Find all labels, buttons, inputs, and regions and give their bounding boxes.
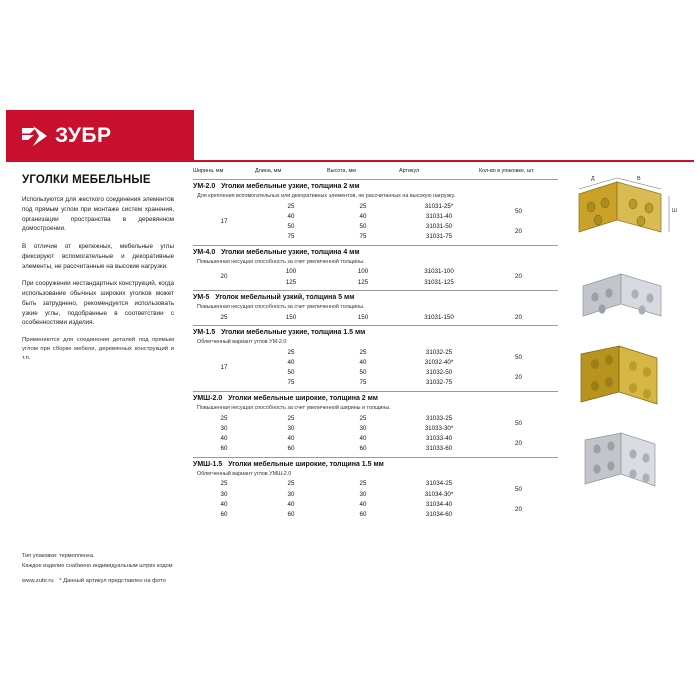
table-group xyxy=(193,179,558,242)
group-name: Уголки мебельные широкие, толщина 1.5 мм xyxy=(228,460,384,468)
cell-article: 31031-100 xyxy=(424,268,454,276)
cell-qty: 20 xyxy=(515,313,522,321)
table-group xyxy=(193,290,558,322)
cell-height: 60 xyxy=(359,445,367,453)
table-group xyxy=(193,325,558,388)
cell-height: 40 xyxy=(359,500,367,508)
header-height: Высота, мм xyxy=(327,168,356,174)
cell-width: 40 xyxy=(220,435,228,443)
group-name: Уголки мебельные узкие, толщина 4 мм xyxy=(221,248,360,256)
cell-length: 75 xyxy=(287,233,295,241)
cell-height: 40 xyxy=(359,435,367,443)
cell-article: 31033-60 xyxy=(425,445,453,453)
group-code: УМ-1.5 xyxy=(193,329,216,337)
cell-width: 25 xyxy=(220,480,228,488)
dim-label-height: Ш xyxy=(672,208,677,214)
cell-height: 75 xyxy=(359,233,367,241)
cell-length: 25 xyxy=(287,202,295,210)
dim-label-length: Д xyxy=(591,176,595,182)
group-note: Повышенная несущая способность за счет увеличенной ширины и толщины. xyxy=(197,405,391,412)
cell-qty: 20 xyxy=(515,374,522,382)
cell-qty: 50 xyxy=(515,207,522,215)
group-title xyxy=(193,245,558,258)
header-blank xyxy=(194,110,694,162)
table-row xyxy=(193,267,558,277)
cell-width: 60 xyxy=(220,445,228,453)
cell-article: 31033-40 xyxy=(425,435,453,443)
cell-length: 40 xyxy=(287,212,295,220)
cell-length: 25 xyxy=(287,480,295,488)
group-title xyxy=(193,179,558,192)
table-group xyxy=(193,391,558,454)
cell-width: 30 xyxy=(220,490,228,498)
photo-narrow-bracket-zinc xyxy=(565,264,689,332)
cell-height: 30 xyxy=(359,424,367,432)
description-paragraph-1: Используются для жесткого соединения элементов под прямым углом при монтаже систем хранения, организации пространства в деревянном домостроении. xyxy=(22,196,174,233)
group-code: УМШ-2.0 xyxy=(193,395,223,403)
table-row xyxy=(193,347,558,357)
photo-wide-bracket-brass xyxy=(565,342,689,420)
cell-article: 31034-60 xyxy=(425,510,453,518)
website-link[interactable]: www.zubr.ru xyxy=(22,578,54,584)
table-row xyxy=(193,312,558,322)
group-code: УМ-2.0 xyxy=(193,183,216,190)
cell-height: 25 xyxy=(359,348,367,356)
table-row xyxy=(193,479,558,489)
group-code: УМШ-1.5 xyxy=(193,460,223,468)
cell-article: 31031-125 xyxy=(424,278,454,286)
cell-article: 31034-30* xyxy=(424,490,454,498)
cell-width: 17 xyxy=(220,217,228,225)
group-name: Уголки мебельные узкие, толщина 2 мм xyxy=(221,183,360,190)
cell-width: 17 xyxy=(220,364,228,372)
cell-width: 30 xyxy=(220,424,228,432)
table-row xyxy=(193,499,558,509)
table-row xyxy=(193,201,558,211)
cell-width: 25 xyxy=(220,414,228,422)
cell-height: 25 xyxy=(359,202,367,210)
application-note: Применяются для соединения деталей под прямым углом при сборке мебели, деревянных конструкций и т.п. xyxy=(22,337,174,362)
group-title xyxy=(193,325,558,338)
cell-height: 25 xyxy=(359,414,367,422)
group-name: Уголки мебельные узкие, толщина 1.5 мм xyxy=(221,329,366,337)
table-group xyxy=(193,245,558,287)
group-code: УМ-4.0 xyxy=(193,248,216,256)
cell-article: 31031-75 xyxy=(425,233,453,241)
cell-length: 50 xyxy=(287,222,295,230)
barcode-note: Каждое изделие снабжено индивидуальным штрих кодом xyxy=(22,562,173,569)
cell-length: 40 xyxy=(287,359,295,367)
cell-height: 40 xyxy=(359,212,367,220)
table-group xyxy=(193,457,558,520)
cell-length: 25 xyxy=(287,414,295,422)
cell-length: 125 xyxy=(285,278,297,286)
cell-qty: 20 xyxy=(515,273,522,281)
cell-height: 75 xyxy=(359,379,367,387)
cell-article: 31033-25 xyxy=(425,414,453,422)
cell-length: 60 xyxy=(287,510,295,518)
packaging-type: Тип упаковки: термопленка. xyxy=(22,553,95,559)
cell-height: 125 xyxy=(357,278,369,286)
cell-length: 25 xyxy=(287,348,295,356)
description-paragraph-2: В отличие от крепежных, мебельные углы фиксируют вспомогательные и декоративные элементы, не рассчитанные на высокие нагрузки. xyxy=(22,243,174,270)
group-note: Повышенная несущая способность за счет увеличенной толщины. xyxy=(197,304,365,311)
cell-length: 75 xyxy=(287,379,295,387)
header-article: Артикул xyxy=(399,168,420,174)
cell-width: 40 xyxy=(220,500,228,508)
cell-qty: 50 xyxy=(515,485,522,493)
cell-article: 31032-50 xyxy=(425,369,453,377)
group-note: Для крепления вспомогательных или декоративных элементов, не рассчитанных на высокую нагрузку. xyxy=(197,193,456,199)
description-paragraph-3: При сооружении нестандартных конструкций, когда использование обычных широких уголков может быть затруднено, рекомендуется использовать узкие углы, подобранные в соответствии с особенностями изделия. xyxy=(22,280,174,327)
zubr-arrow-logo-icon xyxy=(22,124,48,148)
cell-height: 100 xyxy=(357,268,369,276)
cell-article: 31033-30* xyxy=(424,424,454,432)
left-description-column xyxy=(6,166,188,371)
cell-article: 31031-25* xyxy=(424,202,454,210)
group-title xyxy=(193,290,558,303)
cell-article: 31034-25 xyxy=(425,480,453,488)
group-note: Облегченный вариант углов УМ-2.0 xyxy=(197,339,287,346)
group-code: УМ-5 xyxy=(193,294,210,302)
table-column-headers xyxy=(193,168,558,176)
cell-height: 25 xyxy=(359,480,367,488)
group-title xyxy=(193,391,558,404)
header-length: Длина, мм xyxy=(255,168,282,174)
cell-qty: 50 xyxy=(515,354,522,361)
group-name: Уголки мебельные широкие, толщина 2 мм xyxy=(228,395,378,403)
cell-height: 30 xyxy=(359,490,367,498)
cell-height: 40 xyxy=(359,359,367,367)
cell-width: 20 xyxy=(220,273,228,281)
brand-block xyxy=(6,110,194,162)
specs-table xyxy=(193,168,558,520)
footer-site-row xyxy=(22,578,166,584)
header-width: Ширина, мм xyxy=(193,168,224,174)
photo-wide-bracket-zinc xyxy=(565,430,689,500)
cell-qty: 20 xyxy=(515,505,522,513)
diagram-angle-bracket xyxy=(565,176,689,254)
header-bar xyxy=(6,110,694,162)
photo-note: * Данный артикул представлен на фото xyxy=(59,578,166,584)
cell-height: 60 xyxy=(359,510,367,518)
cell-article: 31031-150 xyxy=(424,313,454,321)
cell-height: 50 xyxy=(359,222,367,230)
group-note: Повышенная несущая способность за счет увеличенной толщины. xyxy=(197,258,365,265)
cell-qty: 20 xyxy=(515,440,522,448)
group-note: Облегченный вариант углов УМШ-2.0 xyxy=(197,470,292,477)
cell-length: 30 xyxy=(287,424,295,432)
group-name: Уголок мебельный узкий, толщина 5 мм xyxy=(215,294,355,302)
group-title xyxy=(193,457,558,470)
cell-article: 31032-75 xyxy=(425,379,453,387)
cell-width: 25 xyxy=(220,313,228,321)
cell-length: 100 xyxy=(285,268,297,276)
cell-height: 50 xyxy=(359,369,367,377)
figure-column xyxy=(565,176,689,510)
cell-length: 30 xyxy=(287,490,295,498)
cell-qty: 20 xyxy=(515,228,522,236)
cell-article: 31031-50 xyxy=(425,222,453,230)
cell-article: 31034-40 xyxy=(425,500,453,508)
cell-qty: 50 xyxy=(515,419,522,427)
cell-width: 60 xyxy=(220,510,228,518)
cell-length: 150 xyxy=(285,313,297,321)
table-row xyxy=(193,433,558,443)
dim-label-width: В xyxy=(637,176,641,182)
cell-article: 31032-25 xyxy=(425,348,453,356)
cell-article: 31032-40* xyxy=(424,359,454,367)
footer-block xyxy=(22,552,192,571)
page-title: УГОЛКИ МЕБЕЛЬНЫЕ xyxy=(22,174,151,186)
cell-height: 150 xyxy=(357,313,369,321)
header-qty: Кол-во в упаковке, шт. xyxy=(479,168,535,174)
cell-length: 50 xyxy=(287,369,295,377)
table-row xyxy=(193,413,558,423)
cell-length: 40 xyxy=(287,500,295,508)
cell-length: 40 xyxy=(287,435,295,443)
cell-length: 60 xyxy=(287,445,295,453)
brand-name: ЗУБР xyxy=(55,124,112,147)
cell-article: 31031-40 xyxy=(425,212,453,220)
